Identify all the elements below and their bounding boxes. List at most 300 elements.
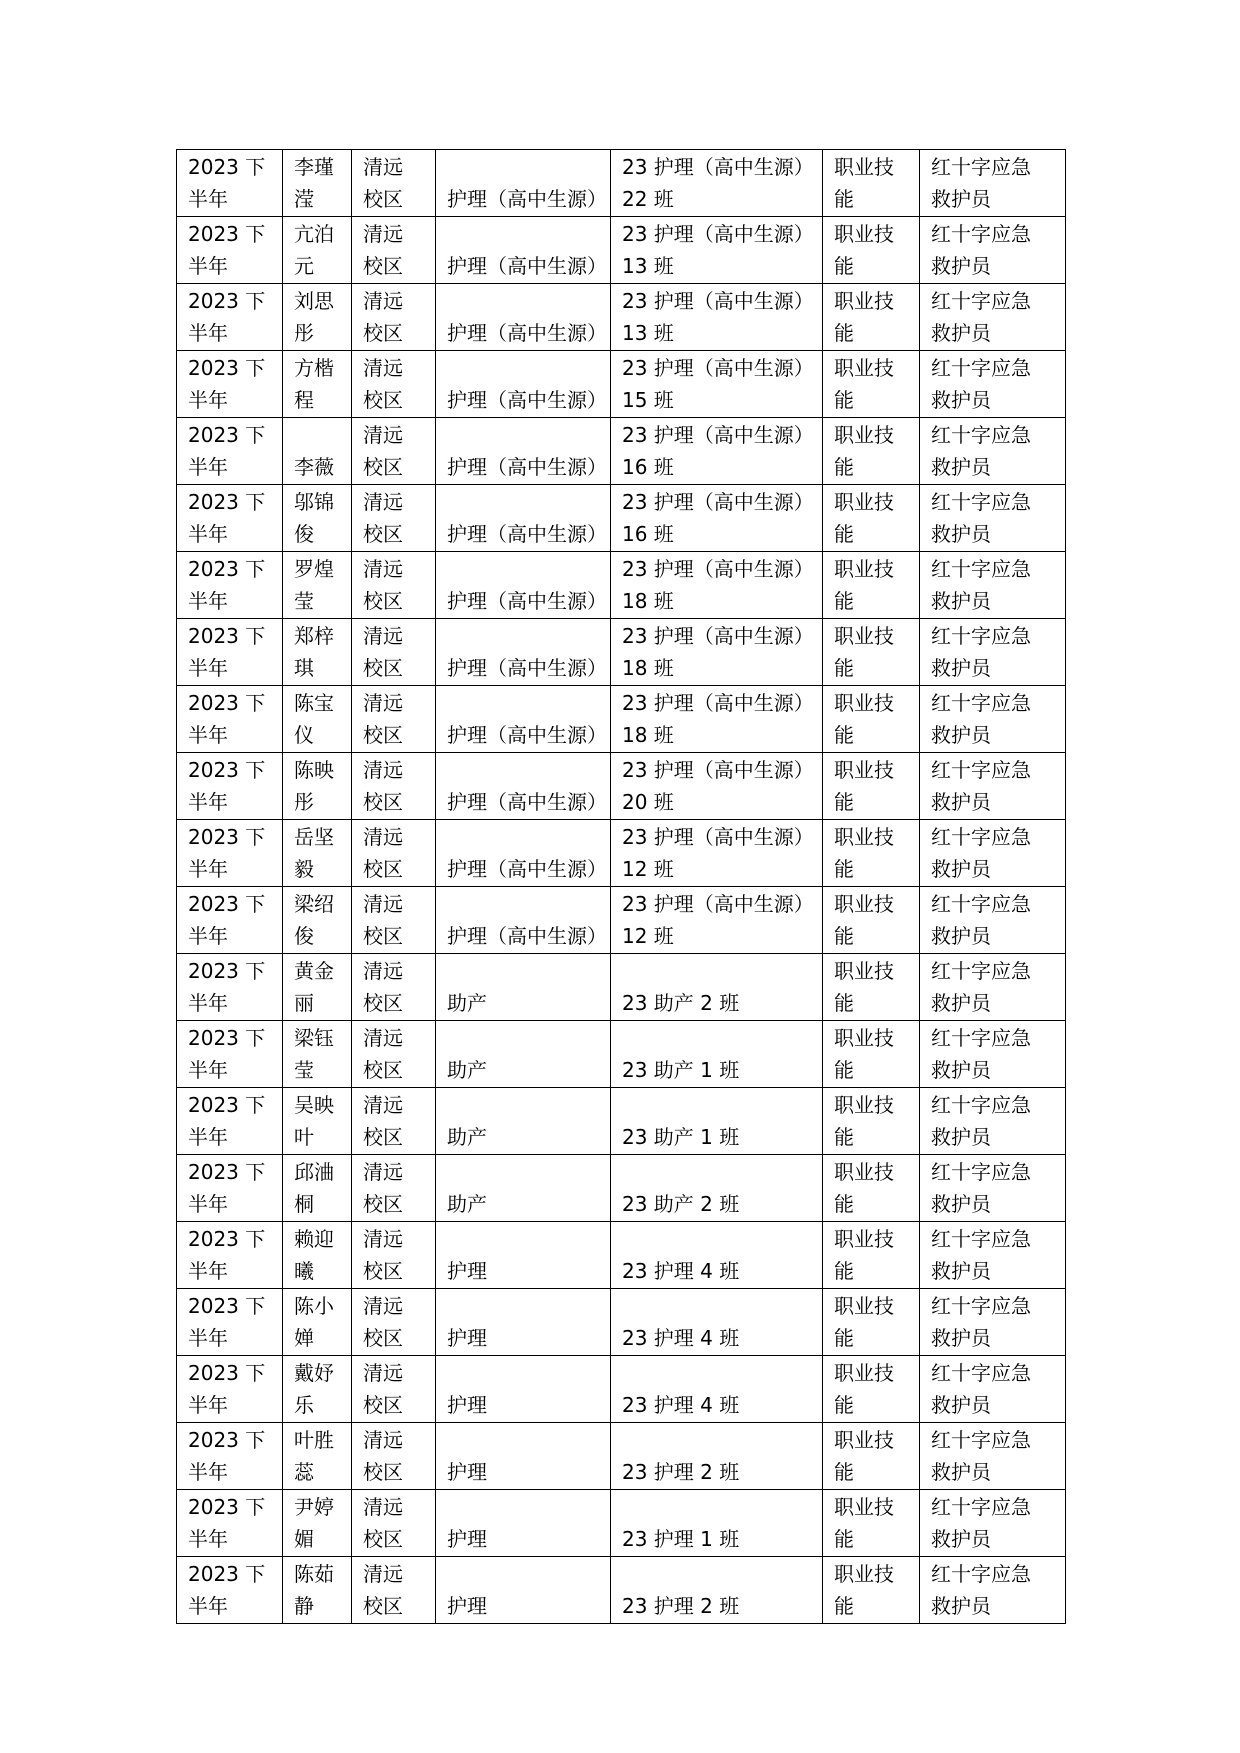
certificate-cell-line: 救护员: [931, 790, 991, 814]
name-cell: [283, 820, 352, 887]
name-cell-line: 梁绍: [294, 892, 334, 916]
term-cell-line: 2023 下: [188, 1294, 266, 1318]
major-cell: [436, 418, 611, 485]
category-cell-line: 能: [834, 1594, 854, 1618]
category-cell: [823, 1222, 920, 1289]
name-cell-line: 仪: [294, 723, 314, 747]
term-cell-line: 2023 下: [188, 691, 266, 715]
major-cell: [436, 1155, 611, 1222]
major-cell: [436, 1557, 611, 1624]
class-cell-line: [622, 1223, 822, 1255]
campus-cell: [352, 1155, 436, 1222]
term-cell-line: 半年: [188, 388, 228, 412]
class-cell: [611, 217, 823, 284]
category-cell-line: 职业技: [834, 356, 894, 380]
category-cell: [823, 1557, 920, 1624]
certificate-cell-line: 红十字应急: [931, 959, 1031, 983]
campus-cell-line: 清远: [363, 758, 403, 782]
term-cell-line: 半年: [188, 1594, 228, 1618]
campus-cell: [352, 351, 436, 418]
category-cell: [823, 1289, 920, 1356]
table-row: [177, 1490, 1066, 1557]
category-cell-line: 能: [834, 656, 854, 680]
name-cell-line: 梁钰: [294, 1026, 334, 1050]
class-cell: [611, 552, 823, 619]
category-cell-line: 能: [834, 924, 854, 948]
certificate-cell-line: 救护员: [931, 723, 991, 747]
table-row: [177, 954, 1066, 1021]
name-cell: [283, 485, 352, 552]
term-cell: [177, 954, 283, 1021]
certificate-cell: [920, 1490, 1066, 1557]
certificate-cell: [920, 1021, 1066, 1088]
campus-cell-line: 校区: [363, 1460, 403, 1484]
name-cell: [283, 1356, 352, 1423]
certificate-cell-line: 红十字应急: [931, 222, 1031, 246]
major-text: 助产: [447, 991, 487, 1015]
term-cell-line: 半年: [188, 187, 228, 211]
major-text: 护理: [447, 1527, 487, 1551]
category-cell: [823, 1423, 920, 1490]
class-cell-line: 23 助产 2 班: [622, 1192, 740, 1216]
campus-cell-line: 校区: [363, 455, 403, 479]
category-cell-line: 职业技: [834, 624, 894, 648]
campus-cell-line: 清远: [363, 490, 403, 514]
table-row: [177, 1222, 1066, 1289]
campus-cell: [352, 1423, 436, 1490]
category-cell-line: 职业技: [834, 222, 894, 246]
table-row: [177, 1356, 1066, 1423]
certificate-cell-line: 红十字应急: [931, 1026, 1031, 1050]
term-cell-line: 2023 下: [188, 1562, 266, 1586]
term-cell-line: 半年: [188, 723, 228, 747]
certificate-cell-line: 救护员: [931, 321, 991, 345]
class-cell-line: 23 护理（高中生源）: [622, 892, 814, 916]
certificate-cell: [920, 150, 1066, 217]
certificate-cell-line: 救护员: [931, 1326, 991, 1350]
term-cell: [177, 150, 283, 217]
major-cell: [436, 1356, 611, 1423]
certificate-cell: [920, 552, 1066, 619]
term-cell-line: 半年: [188, 924, 228, 948]
name-cell: [283, 1155, 352, 1222]
certificate-cell: [920, 217, 1066, 284]
class-cell: [611, 619, 823, 686]
certificate-cell-line: 红十字应急: [931, 155, 1031, 179]
major-text: 护理（高中生源）: [447, 857, 607, 881]
table-body: [177, 150, 1066, 1624]
certificate-cell-line: 救护员: [931, 589, 991, 613]
campus-cell: [352, 820, 436, 887]
campus-cell-line: 清远: [363, 423, 403, 447]
class-cell: [611, 1289, 823, 1356]
major-text: 护理（高中生源）: [447, 589, 607, 613]
class-cell-line: 23 护理（高中生源）: [622, 423, 814, 447]
campus-cell-line: 清远: [363, 1428, 403, 1452]
name-cell-line: 邱浀: [294, 1160, 334, 1184]
major-cell: [436, 954, 611, 1021]
class-cell: [611, 418, 823, 485]
category-cell: [823, 887, 920, 954]
certificate-cell-line: 红十字应急: [931, 490, 1031, 514]
category-cell-line: 能: [834, 455, 854, 479]
campus-cell: [352, 1356, 436, 1423]
category-cell-line: 能: [834, 1125, 854, 1149]
term-cell-line: 半年: [188, 1527, 228, 1551]
name-cell-line: 蕊: [294, 1460, 314, 1484]
major-text: 护理: [447, 1594, 487, 1618]
category-cell: [823, 686, 920, 753]
name-cell-line: 婵: [294, 1326, 314, 1350]
term-cell-line: 半年: [188, 1125, 228, 1149]
certificate-cell: [920, 284, 1066, 351]
class-cell-line: 23 助产 2 班: [622, 991, 740, 1015]
category-cell-line: 能: [834, 254, 854, 278]
term-cell-line: 2023 下: [188, 155, 266, 179]
table-row: [177, 351, 1066, 418]
certificate-cell-line: 救护员: [931, 1259, 991, 1283]
category-cell-line: 能: [834, 321, 854, 345]
term-cell: [177, 1557, 283, 1624]
class-cell-line: 23 护理（高中生源）: [622, 222, 814, 246]
term-cell-line: 2023 下: [188, 758, 266, 782]
campus-cell: [352, 284, 436, 351]
major-text: 护理（高中生源）: [447, 455, 607, 479]
campus-cell-line: 校区: [363, 1326, 403, 1350]
category-cell-line: 职业技: [834, 155, 894, 179]
campus-cell-line: 校区: [363, 1594, 403, 1618]
term-cell-line: 半年: [188, 254, 228, 278]
name-cell-line: 刘思: [294, 289, 334, 313]
category-cell-line: 职业技: [834, 1294, 894, 1318]
class-cell-line: [622, 955, 822, 987]
term-cell: [177, 351, 283, 418]
major-text: 助产: [447, 1058, 487, 1082]
campus-cell: [352, 485, 436, 552]
term-cell: [177, 217, 283, 284]
certificate-cell-line: 红十字应急: [931, 691, 1031, 715]
class-cell: [611, 1423, 823, 1490]
name-cell-line: 叶: [294, 1125, 314, 1149]
major-cell: [436, 485, 611, 552]
term-cell: [177, 1021, 283, 1088]
major-text: 护理（高中生源）: [447, 924, 607, 948]
class-cell: [611, 351, 823, 418]
class-cell: [611, 686, 823, 753]
campus-cell-line: 清远: [363, 1562, 403, 1586]
category-cell: [823, 485, 920, 552]
name-cell-line: 陈映: [294, 758, 334, 782]
certificate-cell: [920, 820, 1066, 887]
category-cell-line: 能: [834, 1058, 854, 1082]
certificate-cell-line: 红十字应急: [931, 1160, 1031, 1184]
category-cell: [823, 820, 920, 887]
name-cell: [283, 686, 352, 753]
name-cell: [283, 1088, 352, 1155]
category-cell-line: 能: [834, 857, 854, 881]
campus-cell-line: 校区: [363, 321, 403, 345]
class-cell-line: [622, 1491, 822, 1523]
major-text: 助产: [447, 1125, 487, 1149]
category-cell-line: 职业技: [834, 1562, 894, 1586]
certificate-cell-line: 救护员: [931, 388, 991, 412]
category-cell-line: 职业技: [834, 1428, 894, 1452]
campus-cell-line: 校区: [363, 723, 403, 747]
term-cell-line: 2023 下: [188, 892, 266, 916]
class-cell-line: 23 护理（高中生源）: [622, 758, 814, 782]
certificate-cell-line: 红十字应急: [931, 356, 1031, 380]
name-cell-line: 元: [294, 254, 314, 278]
category-cell-line: 职业技: [834, 1227, 894, 1251]
name-cell: [283, 150, 352, 217]
certificate-cell: [920, 619, 1066, 686]
term-cell: [177, 1088, 283, 1155]
class-cell-line: [622, 1290, 822, 1322]
class-cell-line: 23 护理（高中生源）: [622, 624, 814, 648]
name-cell-line: 方楷: [294, 356, 334, 380]
term-cell-line: 2023 下: [188, 490, 266, 514]
certificate-cell-line: 红十字应急: [931, 892, 1031, 916]
major-cell: [436, 753, 611, 820]
major-cell: [436, 1021, 611, 1088]
major-cell: [436, 284, 611, 351]
major-cell: [436, 552, 611, 619]
class-cell-line: 13 班: [622, 321, 674, 345]
name-cell: [283, 1557, 352, 1624]
class-cell: [611, 284, 823, 351]
category-cell-line: 职业技: [834, 1026, 894, 1050]
certificate-cell-line: 红十字应急: [931, 1294, 1031, 1318]
certificate-cell: [920, 1088, 1066, 1155]
term-cell-line: 2023 下: [188, 356, 266, 380]
class-cell-line: 23 护理 1 班: [622, 1527, 740, 1551]
class-cell-line: 23 助产 1 班: [622, 1125, 740, 1149]
term-cell-line: 半年: [188, 321, 228, 345]
certificate-cell-line: 红十字应急: [931, 557, 1031, 581]
category-cell: [823, 1021, 920, 1088]
category-cell-line: 能: [834, 187, 854, 211]
name-cell-line: 彤: [294, 790, 314, 814]
class-cell-line: 12 班: [622, 857, 674, 881]
category-cell-line: 职业技: [834, 758, 894, 782]
name-cell-line: 吴映: [294, 1093, 334, 1117]
category-cell: [823, 351, 920, 418]
category-cell-line: 能: [834, 723, 854, 747]
table-row: [177, 887, 1066, 954]
major-cell: [436, 1490, 611, 1557]
category-cell-line: 能: [834, 1259, 854, 1283]
name-cell-line: 莹: [294, 589, 314, 613]
major-text: 助产: [447, 1192, 487, 1216]
category-cell: [823, 418, 920, 485]
category-cell: [823, 150, 920, 217]
table-row: [177, 753, 1066, 820]
name-cell-line: 丽: [294, 991, 314, 1015]
table-row: [177, 418, 1066, 485]
table-row: [177, 1423, 1066, 1490]
campus-cell-line: 校区: [363, 1527, 403, 1551]
category-cell: [823, 1155, 920, 1222]
campus-cell-line: 校区: [363, 924, 403, 948]
name-cell-line: 静: [294, 1594, 314, 1618]
class-cell-line: 22 班: [622, 187, 674, 211]
campus-cell-line: 校区: [363, 254, 403, 278]
class-cell: [611, 1356, 823, 1423]
certificate-cell: [920, 1356, 1066, 1423]
term-cell-line: 2023 下: [188, 1026, 266, 1050]
table-row: [177, 284, 1066, 351]
campus-cell: [352, 1289, 436, 1356]
table-row: [177, 1557, 1066, 1624]
category-cell-line: 能: [834, 1192, 854, 1216]
name-cell-line: 毅: [294, 857, 314, 881]
name-cell-line: 戴妤: [294, 1361, 334, 1385]
campus-cell: [352, 753, 436, 820]
class-cell-line: 23 护理 4 班: [622, 1259, 740, 1283]
class-cell-line: 12 班: [622, 924, 674, 948]
name-cell-line: 乐: [294, 1393, 314, 1417]
category-cell-line: 能: [834, 388, 854, 412]
term-cell-line: 半年: [188, 455, 228, 479]
campus-cell-line: 校区: [363, 1125, 403, 1149]
certificate-cell-line: 红十字应急: [931, 1428, 1031, 1452]
term-cell-line: 半年: [188, 1326, 228, 1350]
certificate-cell-line: 红十字应急: [931, 624, 1031, 648]
name-cell: [283, 351, 352, 418]
major-text: 护理（高中生源）: [447, 723, 607, 747]
name-cell-line: 黄金: [294, 959, 334, 983]
class-cell: [611, 954, 823, 1021]
class-cell-line: 23 护理 4 班: [622, 1393, 740, 1417]
name-cell-line: 李薇: [294, 455, 334, 479]
campus-cell: [352, 1490, 436, 1557]
name-cell: [283, 418, 352, 485]
term-cell: [177, 1155, 283, 1222]
class-cell-line: 23 护理（高中生源）: [622, 490, 814, 514]
class-cell-line: 23 护理（高中生源）: [622, 825, 814, 849]
certificate-cell: [920, 1289, 1066, 1356]
campus-cell-line: 校区: [363, 522, 403, 546]
certificate-cell: [920, 1557, 1066, 1624]
term-cell-line: 2023 下: [188, 1361, 266, 1385]
name-cell: [283, 1222, 352, 1289]
category-cell-line: 职业技: [834, 1093, 894, 1117]
certificate-cell-line: 救护员: [931, 1527, 991, 1551]
certificate-cell-line: 救护员: [931, 1125, 991, 1149]
certificate-cell-line: 救护员: [931, 1192, 991, 1216]
term-cell: [177, 619, 283, 686]
name-cell-line: 赖迎: [294, 1227, 334, 1251]
class-cell-line: [622, 1558, 822, 1590]
certificate-cell-line: 救护员: [931, 522, 991, 546]
major-cell: [436, 1423, 611, 1490]
name-cell: [283, 1423, 352, 1490]
term-cell: [177, 1289, 283, 1356]
certificate-cell-line: 救护员: [931, 656, 991, 680]
table-row: [177, 619, 1066, 686]
term-cell-line: 2023 下: [188, 1160, 266, 1184]
name-cell-line: 滢: [294, 187, 314, 211]
term-cell-line: 半年: [188, 1393, 228, 1417]
major-cell: [436, 1088, 611, 1155]
category-cell-line: 能: [834, 790, 854, 814]
major-text: 护理: [447, 1259, 487, 1283]
campus-cell-line: 校区: [363, 656, 403, 680]
name-cell: [283, 887, 352, 954]
table-row: [177, 686, 1066, 753]
class-cell: [611, 1557, 823, 1624]
major-cell: [436, 686, 611, 753]
term-cell: [177, 284, 283, 351]
certificate-cell-line: 红十字应急: [931, 289, 1031, 313]
certificate-cell: [920, 753, 1066, 820]
certificate-cell-line: 救护员: [931, 187, 991, 211]
name-cell: [283, 619, 352, 686]
certificate-cell: [920, 686, 1066, 753]
certificate-cell: [920, 485, 1066, 552]
name-cell: [283, 1289, 352, 1356]
term-cell-line: 半年: [188, 790, 228, 814]
class-cell-line: 18 班: [622, 656, 674, 680]
term-cell-line: 2023 下: [188, 557, 266, 581]
name-cell-line: 彤: [294, 321, 314, 345]
class-cell-line: [622, 1156, 822, 1188]
term-cell: [177, 552, 283, 619]
certificate-cell: [920, 418, 1066, 485]
campus-cell-line: 校区: [363, 991, 403, 1015]
name-cell-line: 罗煌: [294, 557, 334, 581]
class-cell-line: [622, 1357, 822, 1389]
category-cell-line: 职业技: [834, 892, 894, 916]
class-cell-line: 23 护理 2 班: [622, 1594, 740, 1618]
certificate-cell: [920, 351, 1066, 418]
certificate-cell-line: 红十字应急: [931, 1495, 1031, 1519]
campus-cell-line: 清远: [363, 1361, 403, 1385]
name-cell-line: 尹婷: [294, 1495, 334, 1519]
name-cell-line: 陈茹: [294, 1562, 334, 1586]
class-cell-line: 15 班: [622, 388, 674, 412]
campus-cell-line: 校区: [363, 589, 403, 613]
campus-cell-line: 校区: [363, 1259, 403, 1283]
campus-cell-line: 清远: [363, 825, 403, 849]
campus-cell: [352, 1557, 436, 1624]
term-cell-line: 2023 下: [188, 1093, 266, 1117]
major-text: 护理: [447, 1326, 487, 1350]
name-cell-line: 岳坚: [294, 825, 334, 849]
major-cell: [436, 820, 611, 887]
major-text: 护理（高中生源）: [447, 187, 607, 211]
major-text: 护理: [447, 1460, 487, 1484]
certificate-cell-line: 红十字应急: [931, 825, 1031, 849]
major-cell: [436, 1222, 611, 1289]
campus-cell-line: 校区: [363, 857, 403, 881]
name-cell-line: 陈小: [294, 1294, 334, 1318]
category-cell-line: 能: [834, 1460, 854, 1484]
category-cell: [823, 753, 920, 820]
major-cell: [436, 150, 611, 217]
class-cell: [611, 485, 823, 552]
certificate-cell-line: 救护员: [931, 991, 991, 1015]
name-cell: [283, 1021, 352, 1088]
category-cell-line: 职业技: [834, 825, 894, 849]
category-cell-line: 职业技: [834, 1160, 894, 1184]
campus-cell-line: 清远: [363, 356, 403, 380]
campus-cell-line: 清远: [363, 155, 403, 179]
term-cell: [177, 820, 283, 887]
campus-cell: [352, 1021, 436, 1088]
category-cell-line: 职业技: [834, 1495, 894, 1519]
name-cell-line: 媚: [294, 1527, 314, 1551]
